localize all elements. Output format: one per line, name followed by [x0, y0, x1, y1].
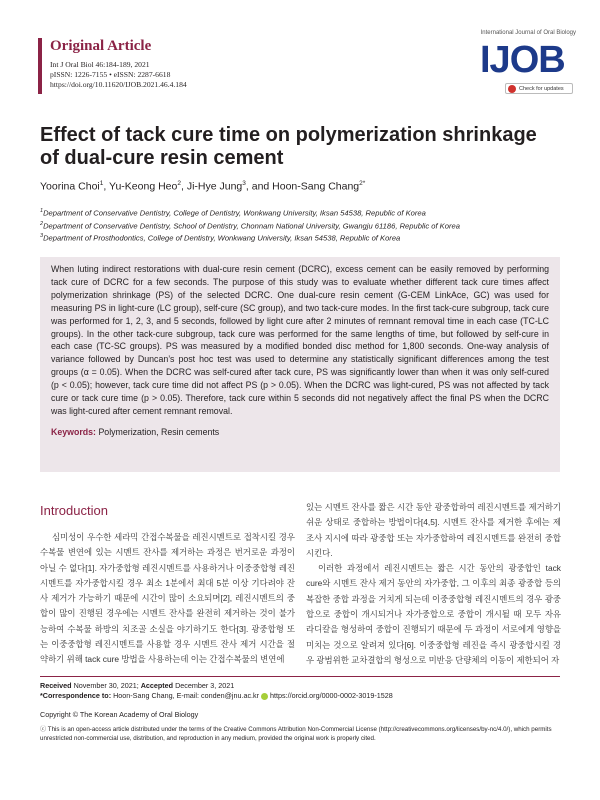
correspondence-line [40, 691, 570, 701]
body-column-right [306, 500, 561, 668]
accepted-label: Accepted [140, 681, 174, 690]
abstract-text: When luting indirect restorations with dual-cure resin cement (DCRC), excess cement can be easily removed by performing tack cure of DCRC for a few seconds. The purpose of this study was to evaluate whether different tack cure times affect polymerization shrinkage (PS) of the selected DCRC. One dual-cure resin cement (G-CEM LinkAce, GC) was used for measuring PS in light-cure (LC group), self-cure (SC group), and two tack-cure modes. In the first tack-cure subgroup, tack cure was performed for 1, 2, 3, and 5 seconds, followed by light cure after 2 minutes of remnant removal time in each case (TC-LC groups). In the other tack-cure subgroup, tack cure was performed for the same lengths of time, but followed by self-cure in each case (TC-SC groups). PS was measured by a modified bonded disc method for 1,800 seconds. One-way analysis of variance followed by Duncan’s post hoc test was used to determine any statistically significant differences among the test groups (α = 0.05). When the DCRC was self-cured after tack cure, PS was significantly lower than when it was only self-cured (p < 0.05); however, tack cure time did not affect PS (p > 0.05). When the DCRC was light-cured, PS was not affected by tack cure or tack cure time (p > 0.05). Therefore, tack cure within 5 seconds did not negatively affect the final PS when the DCRC was light-cured after cement remnant removal. [51, 264, 549, 416]
author-name: Yoorina Choi [40, 180, 100, 193]
author-name: Yu-Keong Heo [109, 180, 178, 193]
author-list [40, 180, 365, 193]
author-affil-sup: 3 [242, 180, 246, 187]
check-for-updates-button[interactable] [505, 83, 573, 94]
affiliation-text: Department of Conservative Dentistry, College of Dentistry, Wonkwang University, Iksan 54538, Republic of Korea [43, 208, 426, 218]
body-paragraph: 이러한 과정에서 레진시멘트는 짧은 시간 동안의 광중합인 tack cure와 시멘트 잔사 제거 동안의 자가중합, 그 이후의 최종 광중합 등의 복잡한 중합 과정을 거치게 되는데 이중중합형 레진시멘트의 경우 광중합으로 중합이 개시되거나 자가중합으로 중합이 개시될 때 모두 자유 라디칼을 형성하여 중합이 진행되기 때문에 두 과정이 서로에게 영향을 미치는 것으로 알려져 있다[6]. 이중중합형 레진을 즉시 광중합시킬 경우 광범위한 교차결합의 형성으로 미반응 단량체의 이동이 제한되어 자 [306, 563, 561, 665]
affiliation-num: 2 [40, 220, 44, 227]
keywords-label: Keywords: [51, 426, 96, 437]
copyright-line: Copyright © The Korean Academy of Oral Biology [40, 710, 199, 719]
affiliation-text: Department of Conservative Dentistry, School of Dentistry, Chonnam National University, Gwangju 61186, Republic of Korea [43, 221, 460, 231]
received-date: November 30, 2021; [73, 681, 139, 690]
received-label: Received [40, 681, 72, 690]
author-name: Hoon-Sang Chang [272, 180, 360, 193]
author-separator: , [180, 180, 187, 193]
header-accent-bar [38, 38, 42, 94]
affiliation-list [40, 206, 580, 244]
check-updates-label: Check for updates [519, 85, 564, 92]
affiliation-text: Department of Prosthodontics, College of Dentistry, Wonkwang University, Iksan 54538, Republic of Korea [43, 233, 401, 243]
affiliation-item [40, 219, 580, 232]
journal-name: International Journal of Oral Biology [480, 30, 576, 36]
keywords-text: Polymerization, Resin cements [98, 426, 220, 437]
journal-logo-text: IJOB [480, 39, 565, 76]
author-affil-sup: 2* [359, 180, 366, 187]
received-line [40, 681, 570, 691]
section-heading-introduction: Introduction [40, 503, 108, 518]
body-column-left [40, 530, 295, 668]
doi-link[interactable]: https://doi.org/10.11620/IJOB.2021.46.4.184 [50, 80, 187, 89]
affiliation-num: 3 [40, 233, 44, 240]
article-type-label: Original Article [50, 38, 152, 54]
author-name: Ji-Hye Jung [186, 180, 243, 193]
citation-line: Int J Oral Biol 46:184-189, 2021 [50, 60, 150, 69]
affiliation-num: 1 [40, 208, 44, 214]
author-affil-sup: 2 [177, 180, 181, 187]
check-updates-icon [508, 85, 516, 93]
author-affil-sup: 1 [99, 180, 104, 187]
journal-logo [480, 38, 570, 76]
article-title: Effect of tack cure time on polymerization shrinkage of dual-cure resin cement [40, 124, 537, 169]
affiliation-item [40, 231, 580, 244]
correspondence-label: *Correspondence to: [40, 691, 112, 700]
body-paragraph: 있는 시멘트 잔사를 짧은 시간 동안 광중합하여 레진시멘트를 제거하기 쉬운 상태로 중합하는 방법이다[4,5]. 시멘트 잔사를 제거한 후에는 제조사 지시에 따라 광중합 또는 자가중합하여 레진시멘트를 완전히 중합시킨다. [306, 502, 561, 558]
affiliation-item [40, 206, 580, 219]
keywords-line [51, 427, 549, 437]
accepted-date: December 3, 2021 [175, 681, 235, 690]
issn-line: pISSN: 1226-7155 • eISSN: 2287-6618 [50, 70, 171, 79]
orcid-link[interactable]: https://orcid.org/0000-0002-3019-1528 [270, 691, 393, 700]
orcid-icon [261, 693, 268, 700]
body-paragraph: 심미성이 우수한 세라믹 간접수복물을 레진시멘트로 접착시킬 경우 수복물 변연에 있는 시멘트 잔사를 제거하는 과정은 번거로운 과정이 아닐 수 없다[1]. 자가중합형 레진시멘트를 사용하거나 이중중합형 레진시멘트를 자가중합시킬 경우 최소 1분에서 최대 5분 이상 기다려야 잔사 제거가 가능하기 때문에 시간이 많이 소요되며[2], 레진시멘트의 중합이 많이 진행된 경우에는 시멘트 잔사를 완전히 제거하는 것이 불가능하여 수복물 하방의 치조골 소실을 야기하기도 한다[3]. 광중합형 또는 이중중합형 레진시멘트를 사용할 경우 시멘트 잔사 제거 시간을 절약하기 위해 tack cure 방법을 사용하는데 이는 간접수복물의 변연에 [40, 532, 295, 665]
license-text: ⓒ This is an open-access article distributed under the terms of the Creative Commons Attribution Non-Commercial License (http://creativecommons.org/licenses/by-nc/4.0/), which permits unrestricted non-commercial use, distribution, and reproduction in any medium, provided the original work is properly cited. [40, 726, 552, 742]
footer-divider [40, 676, 560, 677]
abstract-box [40, 257, 560, 472]
author-separator: , [103, 180, 110, 193]
author-separator: , and [245, 180, 273, 193]
correspondence-text[interactable]: Hoon-Sang Chang, E-mail: conden@jnu.ac.kr [113, 691, 260, 700]
